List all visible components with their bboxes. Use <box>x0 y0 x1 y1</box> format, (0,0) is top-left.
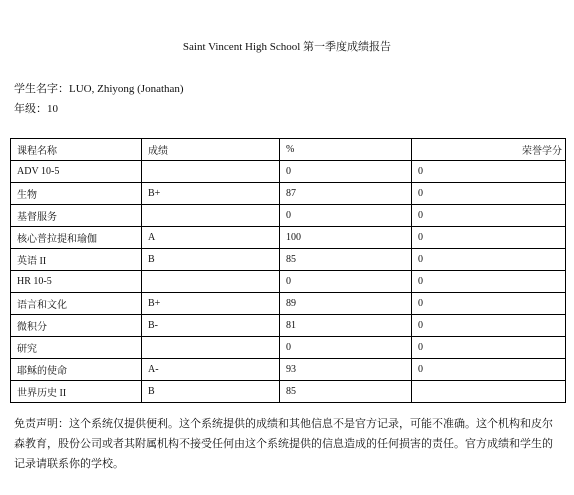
course-honors: 0 <box>412 271 566 293</box>
course-honors: 0 <box>412 161 566 183</box>
course-honors: 0 <box>412 315 566 337</box>
table-row <box>11 183 566 205</box>
course-percent: 0 <box>280 337 412 359</box>
course-grade <box>142 271 280 293</box>
course-name: 语言和文化 <box>11 293 142 315</box>
table-row <box>11 315 566 337</box>
course-honors: 0 <box>412 227 566 249</box>
course-honors <box>412 381 566 403</box>
course-percent: 0 <box>280 161 412 183</box>
course-percent: 81 <box>280 315 412 337</box>
course-name: 耶稣的使命 <box>11 359 142 381</box>
course-grade: A- <box>142 359 280 381</box>
course-grade <box>142 205 280 227</box>
course-name: 基督服务 <box>11 205 142 227</box>
grade-level: 年级：10 <box>14 103 58 115</box>
course-percent: 85 <box>280 381 412 403</box>
course-name: 研究 <box>11 337 142 359</box>
course-percent: 87 <box>280 183 412 205</box>
table-row <box>11 227 566 249</box>
table-row <box>11 161 566 183</box>
course-name: 核心普拉提和瑜伽 <box>11 227 142 249</box>
course-grade: B+ <box>142 183 280 205</box>
course-name: ADV 10-5 <box>11 161 142 183</box>
table-row <box>11 337 566 359</box>
course-honors: 0 <box>412 183 566 205</box>
course-grade <box>142 337 280 359</box>
course-grade: B <box>142 381 280 403</box>
course-percent: 0 <box>280 205 412 227</box>
header-course: 课程名称 <box>11 139 142 161</box>
header-grade: 成绩 <box>142 139 280 161</box>
course-grade: B+ <box>142 293 280 315</box>
course-grade: B- <box>142 315 280 337</box>
table-header-row <box>11 139 566 161</box>
table-row <box>11 293 566 315</box>
course-percent: 89 <box>280 293 412 315</box>
table-row <box>11 205 566 227</box>
course-name: 英语 II <box>11 249 142 271</box>
course-name: 微积分 <box>11 315 142 337</box>
student-name: 学生名字：LUO, Zhiyong (Jonathan) <box>14 83 184 95</box>
course-name: 生物 <box>11 183 142 205</box>
report-title: Saint Vincent High School 第一季度成绩报告 <box>182 41 392 53</box>
course-honors: 0 <box>412 293 566 315</box>
table-row <box>11 271 566 293</box>
course-grade <box>142 161 280 183</box>
course-percent: 85 <box>280 249 412 271</box>
course-percent: 100 <box>280 227 412 249</box>
header-honors-credit: 荣誉学分 <box>412 139 566 161</box>
course-honors: 0 <box>412 359 566 381</box>
table-row <box>11 359 566 381</box>
course-grade: B <box>142 249 280 271</box>
course-name: HR 10-5 <box>11 271 142 293</box>
grades-table <box>10 138 566 403</box>
table-row <box>11 249 566 271</box>
disclaimer-text: 免责声明：这个系统仅提供便利。这个系统提供的成绩和其他信息不是官方记录，可能不准确。这个机构和皮尔森教育，股份公司或者其附属机构不接受任何由这个系统提供的信息造成的任何损害的责任。官方成绩和学生的记录请联系你的学校。 <box>14 418 553 470</box>
course-percent: 93 <box>280 359 412 381</box>
course-percent: 0 <box>280 271 412 293</box>
course-name: 世界历史 II <box>11 381 142 403</box>
course-honors: 0 <box>412 205 566 227</box>
course-honors: 0 <box>412 249 566 271</box>
course-grade: A <box>142 227 280 249</box>
table-row <box>11 381 566 403</box>
header-percent: % <box>280 139 412 161</box>
course-honors: 0 <box>412 337 566 359</box>
